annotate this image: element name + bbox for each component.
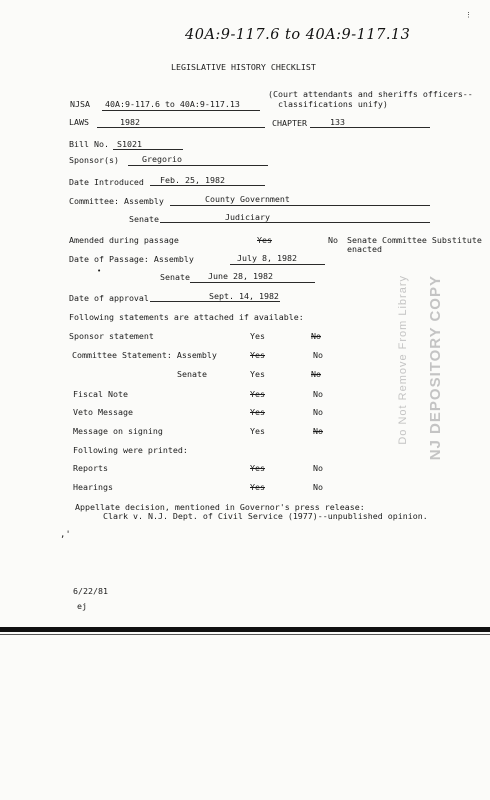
statement-yes: Yes [250, 369, 265, 379]
passage-senate-value: June 28, 1982 [208, 271, 273, 281]
amended-no: No [328, 235, 338, 245]
approval-label: Date of approval [69, 293, 149, 303]
approval-value: Sept. 14, 1982 [209, 291, 279, 301]
passage-senate-underline [190, 282, 315, 283]
njsa-note-line1: (Court attendants and sheriffs officers-- [268, 89, 473, 99]
njsa-value: 40A:9-117.6 to 40A:9-117.13 [105, 99, 240, 109]
amended-yes: Yes [257, 235, 272, 245]
laws-label: LAWS [69, 117, 89, 127]
njsa-label: NJSA [70, 99, 90, 109]
statement-yes: Yes [250, 331, 265, 341]
statement-label: Fiscal Note [73, 389, 128, 399]
approval-underline [150, 301, 280, 302]
statement-no: No [311, 331, 321, 341]
statement-yes: Yes [250, 426, 265, 436]
footer-date: 6/22/81 [73, 586, 108, 596]
passage-senate-label: Senate [160, 272, 190, 282]
printed-yes: Yes [250, 482, 265, 492]
laws-value: 1982 [120, 117, 140, 127]
printed-label: Hearings [73, 482, 113, 492]
statement-label: Message on signing [73, 426, 163, 436]
page-title: LEGISLATIVE HISTORY CHECKLIST [171, 62, 316, 72]
bill-underline [113, 149, 183, 150]
scan-edge-bar [0, 627, 490, 632]
appellate-line1: Appellate decision, mentioned in Governor's press release: [75, 502, 365, 512]
statement-no: No [313, 407, 323, 417]
sponsor-value: Gregorio [142, 154, 182, 164]
statement-label: Sponsor statement [69, 331, 154, 341]
laws-underline [97, 127, 265, 128]
date-introduced-underline [150, 185, 265, 186]
committee-assembly-value: County Government [205, 194, 290, 204]
statement-no: No [313, 350, 323, 360]
committee-senate-value: Judiciary [225, 212, 270, 222]
footer-initials: ej [77, 601, 87, 611]
stamp-line-2: NJ DEPOSITORY COPY [427, 275, 444, 461]
statement-no: No [313, 426, 323, 436]
printed-no: No [313, 463, 323, 473]
following-printed-heading: Following were printed: [73, 445, 188, 455]
chapter-label: CHAPTER [272, 118, 307, 128]
date-introduced-value: Feb. 25, 1982 [160, 175, 225, 185]
printed-no: No [313, 482, 323, 492]
printed-yes: Yes [250, 463, 265, 473]
handwritten-heading: 40A:9-117.6 to 40A:9-117.13 [185, 27, 411, 43]
statement-no: No [313, 389, 323, 399]
statement-yes: Yes [250, 350, 265, 360]
scan-edge-line [0, 634, 490, 635]
committee-label: Committee: Assembly [69, 196, 164, 206]
statement-no: No [311, 369, 321, 379]
passage-assembly-value: July 8, 1982 [237, 253, 297, 263]
bill-label: Bill No. [69, 139, 109, 149]
sponsor-underline [128, 165, 268, 166]
following-attached-heading: Following statements are attached if available: [69, 312, 304, 322]
amended-label: Amended during passage [69, 235, 179, 245]
statement-yes: Yes [250, 407, 265, 417]
library-stamp [395, 275, 475, 490]
committee-senate-label: Senate [129, 214, 159, 224]
statement-label: Senate [177, 369, 207, 379]
njsa-underline [102, 110, 260, 111]
njsa-note-line2: classifications unify) [278, 99, 388, 109]
amended-note-line1: Senate Committee Substitute [347, 235, 482, 245]
stamp-line-1: Do Not Remove From Library [397, 275, 409, 445]
passage-label: Date of Passage: Assembly [69, 254, 194, 264]
stray-mark: • [97, 267, 102, 275]
committee-assembly-underline [170, 205, 430, 206]
chapter-underline [310, 127, 430, 128]
bill-value: S1021 [117, 139, 142, 149]
amended-note-line2: enacted [347, 244, 382, 254]
appellate-line2: Clark v. N.J. Dept. of Civil Service (1977)--unpublished opinion. [103, 511, 428, 521]
statement-yes: Yes [250, 389, 265, 399]
statement-label: Veto Message [73, 407, 133, 417]
statement-label: Committee Statement: Assembly [72, 350, 217, 360]
sponsor-label: Sponsor(s) [69, 155, 119, 165]
stray-mark: ,' [60, 530, 71, 540]
date-introduced-label: Date Introduced [69, 177, 144, 187]
committee-senate-underline [160, 222, 430, 223]
margin-mark: ⋮ [465, 11, 472, 19]
passage-assembly-underline [230, 264, 325, 265]
printed-label: Reports [73, 463, 108, 473]
chapter-value: 133 [330, 117, 345, 127]
